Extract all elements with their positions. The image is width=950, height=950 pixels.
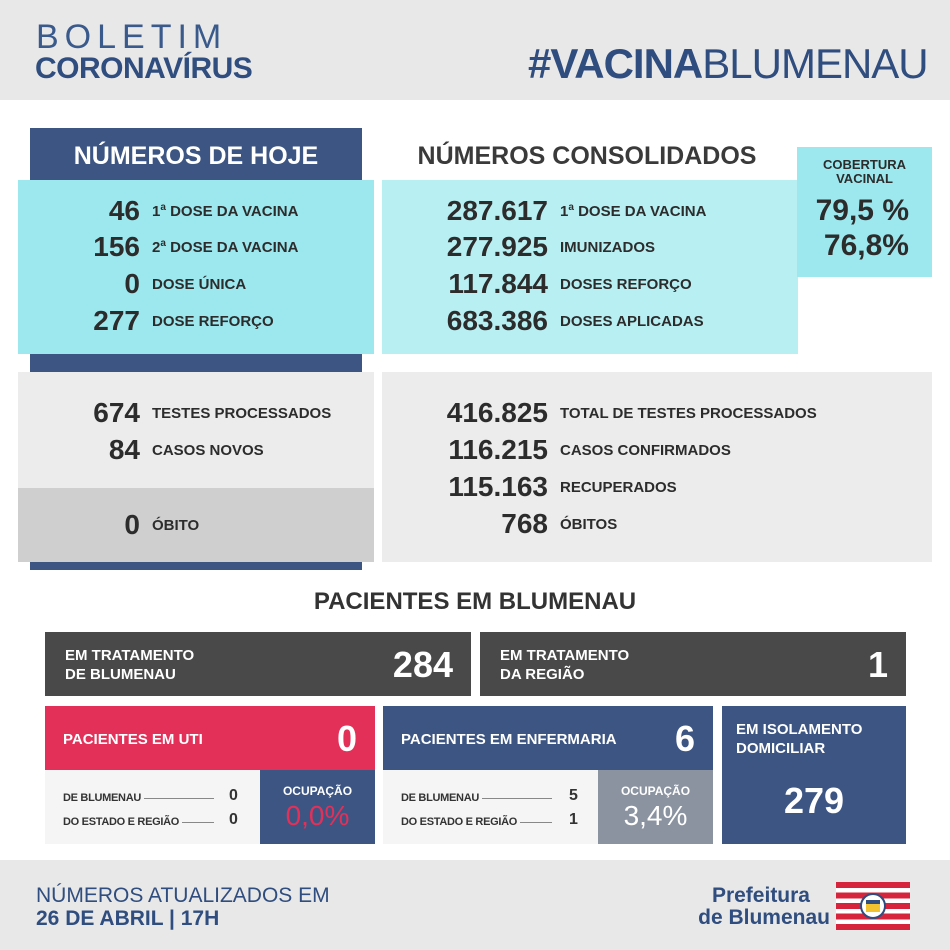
footer-updated-date: 26 DE ABRIL | 17H xyxy=(36,907,220,930)
consol-recuperados-label: RECUPERADOS xyxy=(560,478,677,496)
hoje-obito-label: ÓBITO xyxy=(152,516,200,534)
consol-confirmados-value: 116.215 xyxy=(448,434,548,465)
hoje-casos-value: 84 xyxy=(108,434,140,465)
uti-ocupacao-box xyxy=(260,770,375,844)
consol-imunizados-value: 277.925 xyxy=(446,231,548,262)
enfermaria-ocupacao-box xyxy=(598,770,713,844)
consol-row-aplicadas xyxy=(398,305,704,337)
consolidados-title: NÚMEROS CONSOLIDADOS xyxy=(417,142,757,170)
prefeitura-line2: de Blumenau xyxy=(698,906,830,929)
hashtag-thin: BLUMENAU xyxy=(702,40,928,87)
hoje-testes-value: 674 xyxy=(93,397,140,428)
hoje-dose-unica-value: 0 xyxy=(124,268,140,299)
enf-ocupacao-label: OCUPAÇÃO xyxy=(620,784,691,798)
uti-ocupacao-label: OCUPAÇÃO xyxy=(282,784,353,798)
hoje-row-testes xyxy=(40,397,331,429)
hoje-dose-unica-label: DOSE ÚNICA xyxy=(152,275,247,293)
tratamento-blumenau-box xyxy=(45,632,471,696)
hashtag-bold: #VACINA xyxy=(528,40,703,87)
hoje-title: NÚMEROS DE HOJE xyxy=(73,142,319,170)
uti-value: 0 xyxy=(336,718,357,759)
hoje-dose2-label: 2$^a$ DOSE DA VACINA xyxy=(152,238,299,256)
enfermaria-breakdown xyxy=(383,770,598,844)
header-hashtag xyxy=(528,40,928,88)
hoje-reforco-label: DOSE REFORÇO xyxy=(152,312,274,330)
hoje-row-dose1 xyxy=(40,195,298,227)
enf-de-blumenau-value: 5 xyxy=(569,787,578,804)
uti-label: PACIENTES EM UTI xyxy=(63,731,203,748)
consol-row-recuperados xyxy=(398,471,677,503)
uti-de-blumenau-value: 0 xyxy=(229,787,238,804)
consol-row-reforco xyxy=(398,268,692,300)
isolamento-label: EM ISOLAMENTO DOMICILIAR xyxy=(736,721,863,757)
hoje-row-reforco xyxy=(40,305,274,337)
hoje-obito-value: 0 xyxy=(124,509,140,540)
uti-do-estado: DO ESTADO E REGIÃO xyxy=(63,816,214,828)
hoje-dose1-value: 46 xyxy=(108,195,140,226)
hoje-row-obito xyxy=(40,509,199,541)
uti-header xyxy=(45,706,375,770)
cobertura-value-2: 76,8% xyxy=(823,229,909,262)
consol-dose1-label: 1$^a$ DOSE DA VACINA xyxy=(560,202,707,220)
consol-aplicadas-value: 683.386 xyxy=(446,305,548,336)
isolamento-value: 279 xyxy=(783,780,845,821)
hoje-casos-label: CASOS NOVOS xyxy=(152,441,264,459)
blumenau-flag-icon xyxy=(836,882,910,930)
hoje-dose2-value: 156 xyxy=(93,231,140,262)
enf-ocupacao-value: 3,4% xyxy=(623,800,688,831)
consol-recuperados-value: 115.163 xyxy=(448,471,548,502)
tratamento-regiao-value: 1 xyxy=(867,644,888,685)
consol-row-confirmados xyxy=(398,434,731,466)
tratamento-blumenau-value: 284 xyxy=(392,644,453,685)
header-boletim: BOLETIM xyxy=(36,18,228,56)
footer-updated-label: NÚMEROS ATUALIZADOS EM xyxy=(36,884,330,907)
pacientes-title: PACIENTES EM BLUMENAU xyxy=(313,588,637,615)
hoje-row-dose2 xyxy=(40,231,298,263)
tratamento-blumenau-label: EM TRATAMENTO DE BLUMENAU xyxy=(65,647,195,683)
consol-testes-value: 416.825 xyxy=(446,397,548,428)
consol-row-obitos xyxy=(398,508,617,540)
enfermaria-header xyxy=(383,706,713,770)
enf-de-blumenau: DE BLUMENAU xyxy=(401,792,552,804)
uti-ocupacao-value: 0,0% xyxy=(285,800,350,831)
cobertura-title: COBERTURA VACINAL xyxy=(822,157,907,186)
consol-reforco-value: 117.844 xyxy=(448,268,548,299)
hoje-reforco-value: 277 xyxy=(93,305,140,336)
isolamento-box xyxy=(722,706,906,844)
enf-do-estado-value: 1 xyxy=(569,811,578,828)
consol-reforco-label: DOSES REFORÇO xyxy=(560,275,692,293)
consol-row-testes xyxy=(398,397,817,429)
cobertura-value-1: 79,5 % xyxy=(815,194,909,227)
uti-de-blumenau: DE BLUMENAU xyxy=(63,792,214,804)
uti-do-estado-value: 0 xyxy=(229,811,238,828)
consol-obitos-label: ÓBITOS xyxy=(560,515,618,533)
tratamento-regiao-label: EM TRATAMENTO DA REGIÃO xyxy=(500,647,630,683)
hoje-testes-label: TESTES PROCESSADOS xyxy=(152,404,332,422)
hoje-dose1-label: 1$^a$ DOSE DA VACINA xyxy=(152,202,299,220)
uti-breakdown xyxy=(45,770,260,844)
consol-row-dose1 xyxy=(398,195,706,227)
consol-obitos-value: 768 xyxy=(501,508,548,539)
header-coronavirus: CORONAVÍRUS xyxy=(35,52,253,85)
tratamento-regiao-box xyxy=(480,632,906,696)
prefeitura-line1: Prefeitura xyxy=(711,884,810,907)
consol-confirmados-label: CASOS CONFIRMADOS xyxy=(560,441,731,459)
enfermaria-value: 6 xyxy=(674,718,695,759)
consol-row-imunizados xyxy=(398,231,655,263)
enf-do-estado: DO ESTADO E REGIÃO xyxy=(401,816,552,828)
consol-dose1-value: 287.617 xyxy=(446,195,548,226)
consol-testes-label: TOTAL DE TESTES PROCESSADOS xyxy=(560,404,817,422)
consol-imunizados-label: IMUNIZADOS xyxy=(560,238,655,256)
enfermaria-label: PACIENTES EM ENFERMARIA xyxy=(401,731,617,748)
hoje-row-dose-unica xyxy=(40,268,246,300)
consol-aplicadas-label: DOSES APLICADAS xyxy=(560,312,704,330)
hoje-row-casos xyxy=(40,434,264,466)
